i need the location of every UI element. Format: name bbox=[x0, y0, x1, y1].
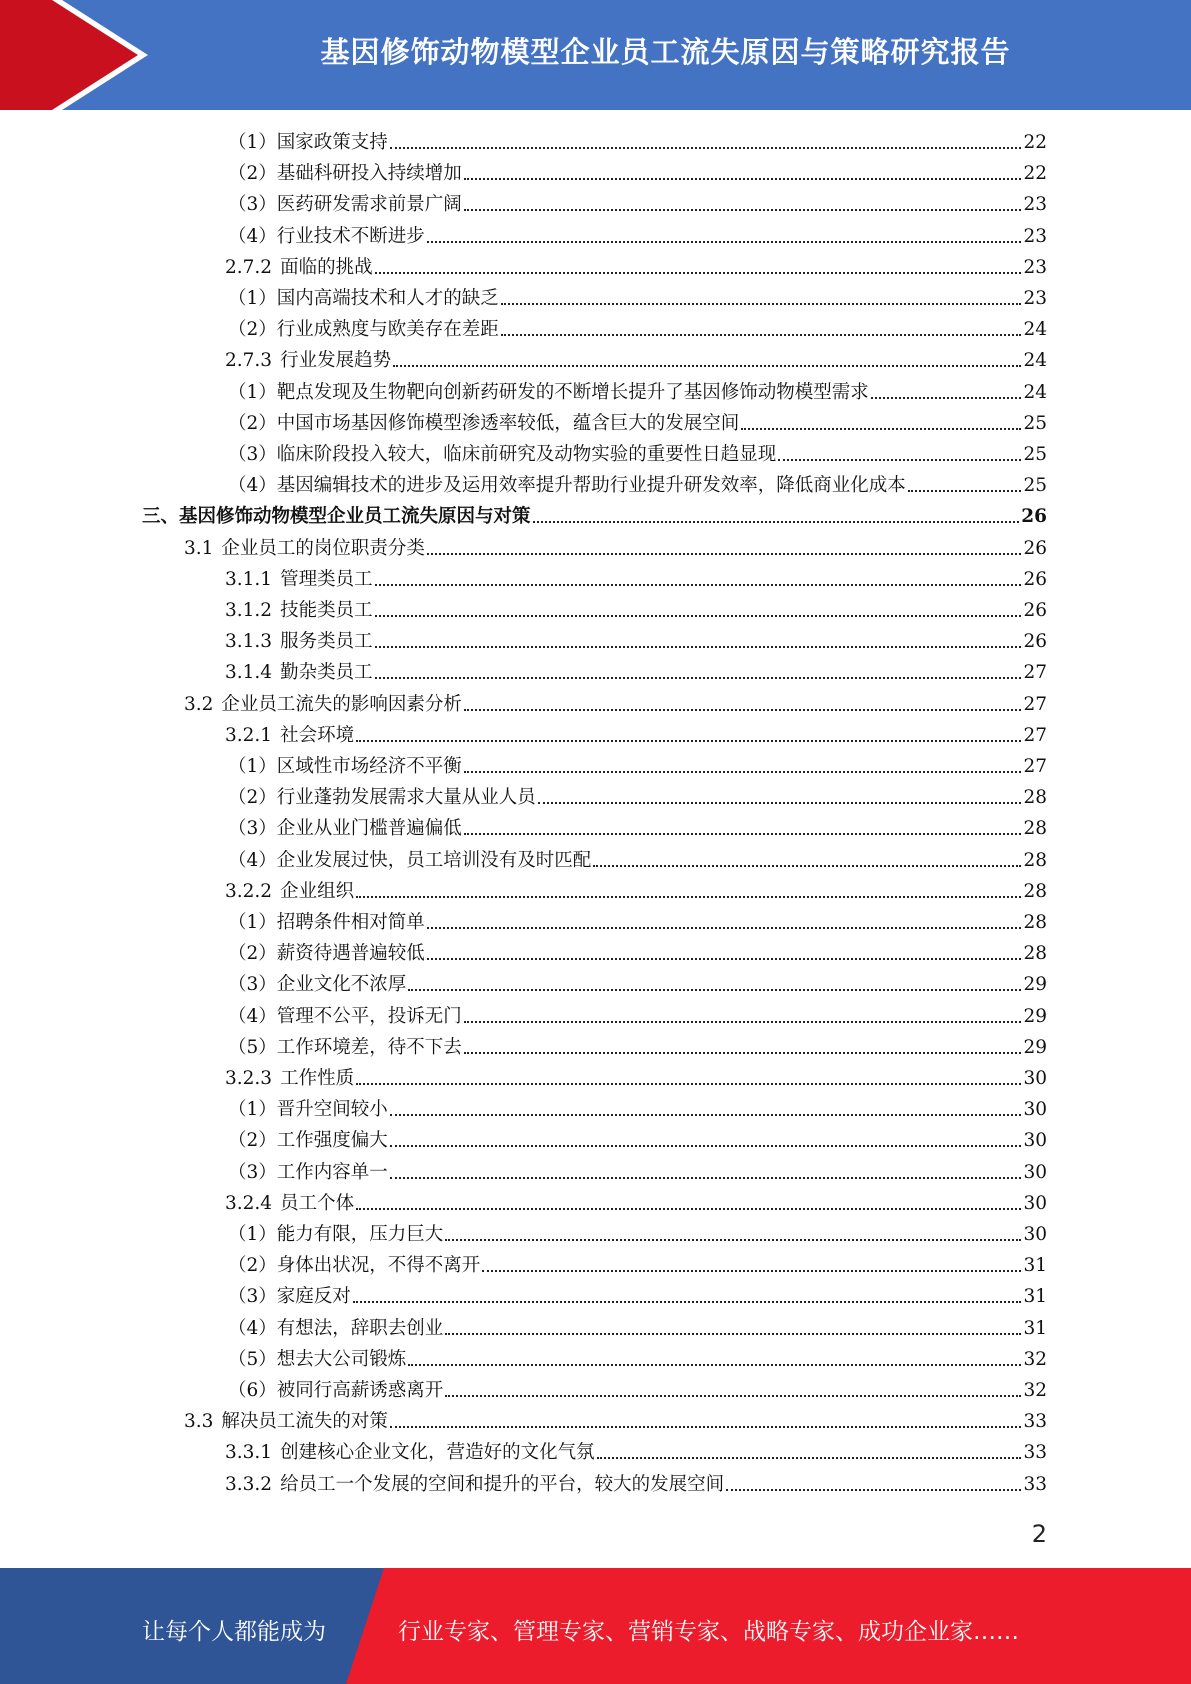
toc-entry[interactable] bbox=[228, 751, 1047, 782]
toc-entry-page: 23 bbox=[1023, 288, 1047, 309]
toc-entry-page: 33 bbox=[1023, 1442, 1047, 1464]
toc-entry[interactable] bbox=[228, 938, 1047, 969]
dot-leader bbox=[427, 241, 1022, 243]
toc-entry-title: 晋升空间较小 bbox=[276, 1099, 388, 1121]
toc-entry-number: 2.7.3 bbox=[225, 350, 273, 372]
dot-leader bbox=[375, 646, 1022, 648]
toc-entry[interactable] bbox=[228, 1001, 1047, 1032]
toc-entry-title: 能力有限，压力巨大 bbox=[276, 1224, 444, 1245]
toc-entry-number: （1） bbox=[228, 912, 277, 933]
toc-entry-number: 3.3 bbox=[184, 1411, 214, 1433]
toc-entry-page: 31 bbox=[1023, 1255, 1047, 1277]
toc-entry-page: 29 bbox=[1023, 1005, 1047, 1027]
toc-entry[interactable] bbox=[228, 969, 1047, 1000]
toc-entry-number: （4） bbox=[228, 225, 277, 247]
toc-entry-page: 24 bbox=[1023, 381, 1047, 403]
page-number: 2 bbox=[1031, 1520, 1047, 1548]
dot-leader bbox=[375, 272, 1022, 274]
toc-entry-number: （2） bbox=[228, 412, 277, 434]
toc-entry[interactable] bbox=[225, 345, 1047, 376]
toc-entry-title: 勤杂类员工 bbox=[280, 662, 373, 684]
toc-entry-number: （4） bbox=[228, 849, 277, 871]
toc-entry-page: 28 bbox=[1023, 880, 1047, 902]
toc-entry-page: 30 bbox=[1023, 1099, 1047, 1121]
toc-entry-page: 28 bbox=[1023, 943, 1047, 965]
toc-entry-title: 社会环境 bbox=[280, 724, 355, 746]
dot-leader bbox=[427, 927, 1022, 929]
dot-leader bbox=[427, 553, 1022, 555]
toc-entry[interactable] bbox=[225, 595, 1047, 626]
toc-entry-title: 医药研发需求前景广阔 bbox=[276, 194, 462, 216]
toc-entry-title: 行业技术不断进步 bbox=[276, 225, 425, 247]
toc-entry-page: 26 bbox=[1023, 600, 1047, 621]
toc-entry-page: 22 bbox=[1023, 132, 1047, 153]
toc-entry-title: 工作性质 bbox=[280, 1068, 355, 1089]
toc-entry-title: 临床阶段投入较大，临床前研究及动物实验的重要性日趋显现 bbox=[276, 444, 777, 465]
toc-entry[interactable] bbox=[228, 1219, 1047, 1250]
toc-entry-title: 有想法，辞职去创业 bbox=[276, 1317, 444, 1339]
dot-leader bbox=[375, 584, 1022, 586]
toc-entry[interactable] bbox=[225, 1188, 1047, 1219]
toc-entry[interactable] bbox=[225, 876, 1047, 907]
toc-entry[interactable] bbox=[228, 189, 1047, 220]
toc-entry-title: 家庭反对 bbox=[276, 1286, 351, 1308]
toc-entry-title: 招聘条件相对简单 bbox=[276, 912, 425, 933]
toc-entry-page: 31 bbox=[1023, 1286, 1047, 1308]
toc-entry[interactable] bbox=[184, 1406, 1047, 1437]
dot-leader bbox=[356, 896, 1021, 898]
toc-entry-number: （2） bbox=[228, 319, 277, 341]
toc-entry-number: （5） bbox=[228, 1036, 277, 1058]
toc-entry-title: 解决员工流失的对策 bbox=[221, 1411, 388, 1433]
toc-entry-title: 工作内容单一 bbox=[276, 1161, 388, 1183]
toc-entry[interactable] bbox=[225, 657, 1047, 688]
toc-entry-number: （4） bbox=[228, 475, 277, 497]
toc-entry-number: （4） bbox=[228, 1005, 277, 1027]
dot-leader bbox=[464, 709, 1022, 711]
toc-entry-page: 28 bbox=[1023, 787, 1047, 809]
toc-entry-title: 被同行高薪诱惑离开 bbox=[276, 1380, 444, 1401]
dot-leader bbox=[445, 1239, 1021, 1241]
toc-entry-page: 28 bbox=[1023, 912, 1047, 933]
toc-entry-number: 3.1 bbox=[184, 537, 214, 559]
toc-entry[interactable] bbox=[228, 314, 1047, 345]
toc-entry[interactable] bbox=[228, 782, 1047, 813]
dot-leader bbox=[778, 459, 1021, 461]
toc-entry-title: 薪资待遇普遍较低 bbox=[276, 943, 425, 965]
chevron-arrow-icon bbox=[0, 0, 160, 110]
toc-entry-title: 国内高端技术和人才的缺乏 bbox=[276, 288, 499, 309]
toc-entry-number: （2） bbox=[228, 163, 277, 185]
dot-leader bbox=[390, 1145, 1022, 1147]
toc-entry[interactable] bbox=[228, 377, 1047, 408]
toc-entry-title: 企业员工流失的影响因素分析 bbox=[221, 693, 462, 715]
toc-entry-page: 27 bbox=[1023, 662, 1047, 684]
toc-entry-page: 26 bbox=[1021, 506, 1047, 528]
toc-entry-number: （1） bbox=[228, 288, 277, 309]
toc-entry-title: 企业员工的岗位职责分类 bbox=[221, 537, 425, 559]
toc-entry[interactable] bbox=[184, 533, 1047, 564]
dot-leader bbox=[408, 989, 1021, 991]
toc-entry-page: 28 bbox=[1023, 849, 1047, 871]
toc-entry[interactable] bbox=[228, 1344, 1047, 1375]
toc-entry-page: 23 bbox=[1023, 194, 1047, 216]
toc-entry-number: 3.2.3 bbox=[225, 1068, 273, 1089]
toc-entry-title: 面临的挑战 bbox=[280, 256, 373, 278]
toc-entry-page: 24 bbox=[1023, 350, 1047, 372]
footer-slogan: 让每个人都能成为 bbox=[142, 1619, 326, 1645]
toc-entry[interactable] bbox=[228, 439, 1047, 470]
dot-leader bbox=[427, 958, 1022, 960]
toc-entry-page: 30 bbox=[1023, 1192, 1047, 1214]
dot-leader bbox=[445, 1333, 1021, 1335]
toc-entry-page: 23 bbox=[1023, 225, 1047, 247]
toc-entry-number: 3.3.1 bbox=[225, 1442, 273, 1464]
toc-entry-number: （2） bbox=[228, 1130, 277, 1152]
toc-entry[interactable] bbox=[225, 1437, 1047, 1468]
toc-entry-number: （1） bbox=[228, 756, 277, 777]
toc-entry-number: （2） bbox=[228, 1255, 277, 1277]
toc-entry[interactable] bbox=[228, 470, 1047, 501]
page-footer bbox=[0, 1568, 1191, 1684]
dot-leader bbox=[726, 1489, 1021, 1491]
dot-leader bbox=[908, 490, 1022, 492]
toc-entry-page: 26 bbox=[1023, 568, 1047, 590]
dot-leader bbox=[390, 1177, 1022, 1179]
toc-entry-number: （3） bbox=[228, 194, 277, 216]
toc-entry-page: 25 bbox=[1023, 412, 1047, 434]
dot-leader bbox=[501, 303, 1022, 305]
dot-leader bbox=[464, 178, 1022, 180]
toc-entry-number: （5） bbox=[228, 1348, 277, 1370]
dot-leader bbox=[741, 428, 1021, 430]
toc-entry-title: 行业蓬勃发展需求大量从业人员 bbox=[276, 787, 536, 809]
footer-expert-list: 行业专家、管理专家、营销专家、战略专家、成功企业家…… bbox=[398, 1619, 1019, 1645]
toc-entry[interactable] bbox=[228, 813, 1047, 844]
toc-entry[interactable] bbox=[228, 158, 1047, 189]
toc-entry-page: 23 bbox=[1023, 256, 1047, 278]
toc-entry[interactable] bbox=[228, 1125, 1047, 1156]
toc-entry-number: （3） bbox=[228, 818, 277, 840]
dot-leader bbox=[464, 1052, 1022, 1054]
dot-leader bbox=[353, 1301, 1022, 1303]
toc-entry[interactable] bbox=[225, 1063, 1047, 1094]
toc-entry-title: 靶点发现及生物靶向创新药研发的不断增长提升了基因修饰动物模型需求 bbox=[276, 381, 869, 403]
toc-entry-number: 3.3.2 bbox=[225, 1473, 273, 1495]
dot-leader bbox=[408, 1364, 1021, 1366]
toc-entry-title: 基因修饰动物模型企业员工流失原因与对策 bbox=[179, 506, 531, 528]
dot-leader bbox=[464, 833, 1022, 835]
dot-leader bbox=[445, 1395, 1021, 1397]
page-header bbox=[0, 0, 1191, 110]
dot-leader bbox=[501, 334, 1022, 336]
report-title: 基因修饰动物模型企业员工流失原因与策略研究报告 bbox=[320, 35, 1011, 69]
toc-entry-page: 26 bbox=[1023, 537, 1047, 559]
toc-entry-page: 33 bbox=[1023, 1473, 1047, 1495]
toc-entry-title: 企业从业门槛普遍偏低 bbox=[276, 818, 462, 840]
toc-entry[interactable] bbox=[228, 127, 1047, 158]
dot-leader bbox=[356, 740, 1021, 742]
toc-entry-title: 员工个体 bbox=[280, 1192, 355, 1214]
toc-entry-title: 行业成熟度与欧美存在差距 bbox=[276, 319, 499, 341]
toc-entry-number: （1） bbox=[228, 1099, 277, 1121]
toc-entry-page: 30 bbox=[1023, 1130, 1047, 1152]
toc-entry-title: 国家政策支持 bbox=[276, 132, 388, 153]
dot-leader bbox=[538, 802, 1022, 804]
dot-leader bbox=[464, 1021, 1022, 1023]
toc-entry-page: 33 bbox=[1023, 1411, 1047, 1433]
toc-entry-number: （3） bbox=[228, 1161, 277, 1183]
toc-entry-page: 27 bbox=[1023, 756, 1047, 777]
toc-entry-page: 25 bbox=[1023, 444, 1047, 465]
toc-entry-title: 工作强度偏大 bbox=[276, 1130, 388, 1152]
toc-entry[interactable] bbox=[228, 1375, 1047, 1406]
toc-entry-page: 28 bbox=[1023, 818, 1047, 840]
dot-leader bbox=[390, 1426, 1022, 1428]
dot-leader bbox=[533, 521, 1020, 523]
dot-leader bbox=[482, 1270, 1021, 1272]
toc-entry-number: （3） bbox=[228, 974, 277, 996]
toc-entry-page: 30 bbox=[1023, 1161, 1047, 1183]
dot-leader bbox=[375, 615, 1022, 617]
toc-entry-number: 3.1.3 bbox=[225, 631, 273, 653]
toc-entry-page: 26 bbox=[1023, 631, 1047, 653]
toc-entry-title: 企业组织 bbox=[280, 880, 355, 902]
dot-leader bbox=[356, 1208, 1021, 1210]
toc-entry-page: 24 bbox=[1023, 319, 1047, 341]
toc-entry-number: （2） bbox=[228, 943, 277, 965]
toc-entry-page: 27 bbox=[1023, 724, 1047, 746]
toc-entry-number: 3.1.4 bbox=[225, 662, 273, 684]
toc-entry-page: 22 bbox=[1023, 163, 1047, 185]
toc-entry-page: 30 bbox=[1023, 1068, 1047, 1089]
toc-entry-number: （4） bbox=[228, 1317, 277, 1339]
toc-entry[interactable] bbox=[228, 221, 1047, 252]
toc-entry-number: （3） bbox=[228, 1286, 277, 1308]
dot-leader bbox=[593, 865, 1021, 867]
toc-entry[interactable] bbox=[228, 283, 1047, 314]
toc-entry[interactable] bbox=[225, 564, 1047, 595]
toc-entry-number: （6） bbox=[228, 1380, 277, 1401]
toc-entry-page: 25 bbox=[1023, 475, 1047, 497]
toc-entry-title: 行业发展趋势 bbox=[280, 350, 392, 372]
toc-entry-number: （1） bbox=[228, 381, 277, 403]
toc-entry[interactable] bbox=[228, 1313, 1047, 1344]
toc-entry-page: 31 bbox=[1023, 1317, 1047, 1339]
dot-leader bbox=[390, 147, 1022, 149]
toc-entry[interactable] bbox=[228, 845, 1047, 876]
toc-entry[interactable] bbox=[228, 1094, 1047, 1125]
toc-entry[interactable] bbox=[228, 1157, 1047, 1188]
toc-entry-number: 3.2 bbox=[184, 693, 214, 715]
toc-entry-title: 创建核心企业文化，营造好的文化气氛 bbox=[280, 1442, 595, 1464]
toc-entry[interactable] bbox=[228, 907, 1047, 938]
toc-entry-title: 服务类员工 bbox=[280, 631, 373, 653]
toc-entry-title: 企业文化不浓厚 bbox=[276, 974, 407, 996]
toc-entry[interactable] bbox=[228, 1281, 1047, 1312]
dot-leader bbox=[393, 365, 1021, 367]
toc-entry-number: 2.7.2 bbox=[225, 256, 273, 278]
toc-entry[interactable] bbox=[228, 1250, 1047, 1281]
toc-entry-page: 30 bbox=[1023, 1224, 1047, 1245]
dot-leader bbox=[597, 1457, 1022, 1459]
toc-entry[interactable] bbox=[184, 689, 1047, 720]
dot-leader bbox=[464, 209, 1022, 211]
toc-entry-title: 管理不公平，投诉无门 bbox=[276, 1005, 462, 1027]
toc-entry-title: 管理类员工 bbox=[280, 568, 373, 590]
toc-entry-title: 基因编辑技术的进步及运用效率提升帮助行业提升研发效率，降低商业化成本 bbox=[276, 475, 906, 497]
toc-entry-number: （1） bbox=[228, 132, 277, 153]
dot-leader bbox=[871, 397, 1022, 399]
toc-entry[interactable] bbox=[142, 501, 1047, 532]
dot-leader bbox=[356, 1083, 1021, 1085]
toc-entry[interactable] bbox=[225, 720, 1047, 751]
toc-entry-title: 区域性市场经济不平衡 bbox=[276, 756, 462, 777]
toc-entry-page: 32 bbox=[1023, 1380, 1047, 1401]
toc-entry[interactable] bbox=[225, 1469, 1047, 1500]
toc-entry-title: 给员工一个发展的空间和提升的平台，较大的发展空间 bbox=[280, 1473, 725, 1495]
toc-entry-page: 27 bbox=[1023, 693, 1047, 715]
dot-leader bbox=[464, 771, 1022, 773]
toc-entry-number: （3） bbox=[228, 444, 277, 465]
toc-entry-number: 3.2.1 bbox=[225, 724, 273, 746]
toc-entry-title: 工作环境差，待不下去 bbox=[276, 1036, 462, 1058]
toc-entry-number: （2） bbox=[228, 787, 277, 809]
toc-entry[interactable] bbox=[225, 626, 1047, 657]
toc-entry-number: 3.2.4 bbox=[225, 1192, 273, 1214]
toc-entry-title: 想去大公司锻炼 bbox=[276, 1348, 407, 1370]
dot-leader bbox=[375, 677, 1022, 679]
toc-entry-number: 3.2.2 bbox=[225, 880, 273, 902]
toc-entry[interactable] bbox=[225, 252, 1047, 283]
toc-entry-number: 3.1.2 bbox=[225, 600, 273, 621]
toc-entry-title: 企业发展过快，员工培训没有及时匹配 bbox=[276, 849, 592, 871]
toc-entry-title: 技能类员工 bbox=[280, 600, 373, 621]
toc-entry-number: 三、 bbox=[142, 506, 180, 528]
toc-entry-number: 3.1.1 bbox=[225, 568, 273, 590]
toc-entry-page: 29 bbox=[1023, 1036, 1047, 1058]
toc-entry-page: 32 bbox=[1023, 1348, 1047, 1370]
toc-entry-title: 身体出状况，不得不离开 bbox=[276, 1255, 481, 1277]
toc-entry[interactable] bbox=[228, 1032, 1047, 1063]
toc-entry-title: 中国市场基因修饰模型渗透率较低，蕴含巨大的发展空间 bbox=[276, 412, 740, 434]
toc-entry-page: 29 bbox=[1023, 974, 1047, 996]
toc-entry[interactable] bbox=[228, 408, 1047, 439]
toc-entry-number: （1） bbox=[228, 1224, 277, 1245]
dot-leader bbox=[390, 1114, 1022, 1116]
toc-entry-title: 基础科研投入持续增加 bbox=[276, 163, 462, 185]
